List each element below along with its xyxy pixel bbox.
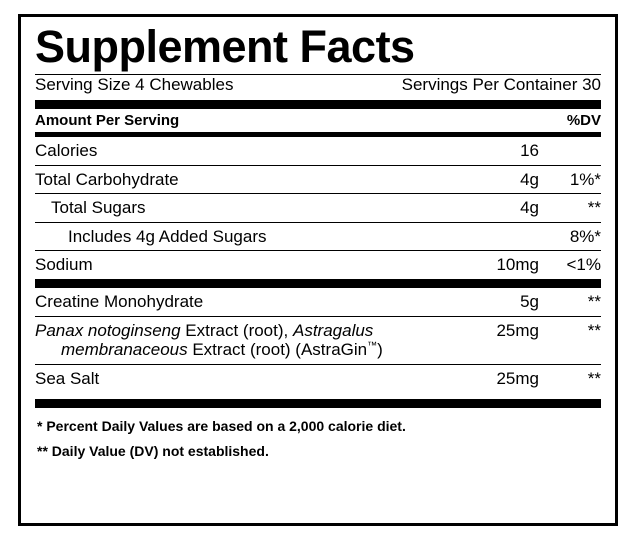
nutrient-name: Creatine Monohydrate: [35, 291, 204, 311]
botanical-name-panax: Panax notoginseng: [35, 320, 181, 340]
serving-info-row: [35, 75, 601, 100]
serving-size-text: Serving Size 4 Chewables: [35, 75, 234, 95]
nutrient-dv: <1%: [566, 255, 601, 275]
nutrient-amount: 16: [520, 141, 539, 161]
nutrient-dv: 8%*: [569, 226, 601, 246]
supplement-facts-panel: [18, 14, 618, 526]
nutrient-name: Total Carbohydrate: [35, 169, 179, 189]
nutrient-amount: 4g: [520, 169, 539, 189]
trademark-icon: ™: [367, 340, 378, 352]
nutrient-amount: 25mg: [496, 320, 539, 340]
nutrient-amount: 4g: [520, 198, 539, 218]
divider-thick-middle: [35, 279, 601, 288]
spacer: [35, 392, 601, 399]
nutrient-amount: 25mg: [496, 368, 539, 388]
nutrient-row-sea-salt: [35, 365, 601, 393]
daily-value-header: %DV: [566, 112, 601, 130]
nutrient-row-added-sugars: [35, 223, 601, 251]
nutrient-row-calories: [35, 137, 601, 165]
nutrient-name: Sodium: [35, 255, 93, 275]
nutrient-name: [35, 321, 487, 360]
amount-per-serving-row: [35, 109, 601, 132]
divider-thick-bottom: [35, 399, 601, 408]
botanical-second-line: [35, 340, 481, 360]
nutrient-name: Calories: [35, 141, 98, 161]
nutrient-row-sodium: [35, 251, 601, 279]
servings-per-container-text: Servings Per Container 30: [401, 75, 601, 95]
nutrient-row-botanical-blend: [35, 317, 601, 364]
nutrient-dv: **: [587, 291, 601, 311]
nutrient-dv: **: [587, 368, 601, 388]
botanical-name-membranaceous: membranaceous: [61, 340, 188, 360]
footnote-dv-not-established: ** Daily Value (DV) not established.: [37, 443, 269, 460]
nutrient-amount: 5g: [520, 291, 539, 311]
nutrient-row-total-carbohydrate: [35, 166, 601, 194]
nutrient-dv: **: [587, 320, 601, 340]
nutrient-name: Total Sugars: [51, 198, 146, 218]
botanical-text-close-paren: ): [377, 340, 383, 360]
page-title: Supplement Facts: [35, 21, 415, 72]
nutrient-amount: 10mg: [496, 255, 539, 275]
nutrient-name: Sea Salt: [35, 368, 100, 388]
nutrient-name: Includes 4g Added Sugars: [68, 226, 267, 246]
botanical-name-astragalus: Astragalus: [292, 320, 374, 340]
nutrient-dv: 1%*: [569, 169, 601, 189]
amount-per-serving-label: Amount Per Serving: [35, 112, 180, 130]
divider-thick-top: [35, 100, 601, 109]
nutrient-dv: **: [587, 198, 601, 218]
footnotes: [35, 408, 601, 462]
nutrient-row-total-sugars: [35, 194, 601, 222]
botanical-text-astragin: Extract (root) (AstraGin: [187, 340, 368, 360]
nutrient-row-creatine-monohydrate: [35, 288, 601, 316]
botanical-text-extract-root: Extract (root),: [180, 320, 293, 340]
footnote-percent-daily-value: * Percent Daily Values are based on a 2,000 calorie diet.: [37, 418, 406, 435]
